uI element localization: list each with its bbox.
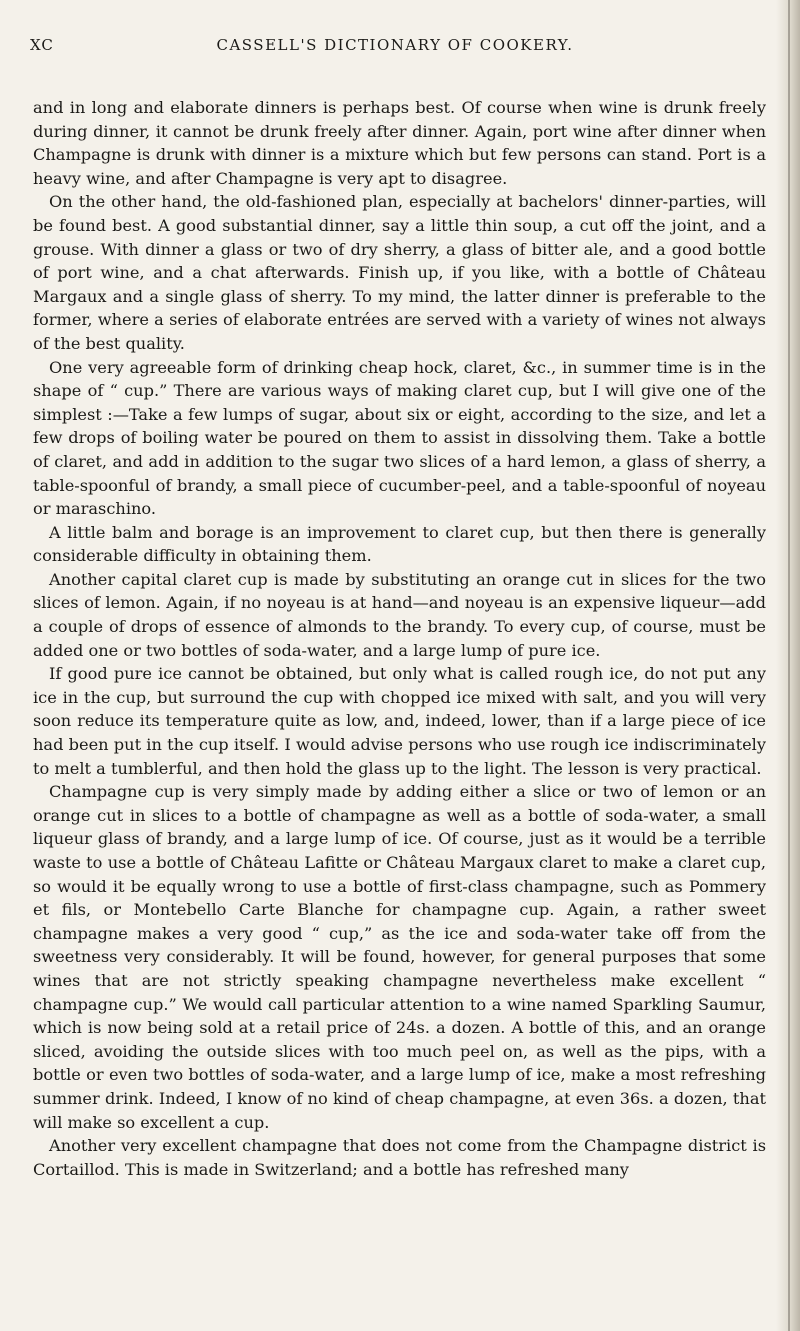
- page-number: XC: [30, 36, 54, 54]
- paragraph-4: A little balm and borage is an improvement to claret cup, but then there is generally considerable difficulty in obtaining them.: [33, 522, 766, 566]
- page-header: [30, 36, 760, 62]
- paragraph-2: On the other hand, the old-fashioned plan, especially at bachelors' dinner-parties, will be found best. A good substantial dinner, say a little thin soup, a cut off the joint, and a grouse. With dinner a glass or two of dry sherry, a glass of bitter ale, and a good bottle of port wine, and a chat afterwards. Finish up, if you like, with a bottle of Château Margaux and a single glass of sherry. To my mind, the latter dinner is preferable to the former, where a series of elaborate entrées are served with a variety of wines not always of the best quality.: [33, 192, 766, 353]
- paragraph-3: One very agreeable form of drinking cheap hock, claret, &c., in summer time is in the shape of “ cup.” There are various ways of making claret cup, but I will give one of the simplest :—Take a few lumps of sugar, about six or eight, according to the size, and let a few drops of boiling water be poured on them to assist in dissolving them. Take a bottle of claret, and add in addition to the sugar two slices of a hard lemon, a glass of sherry, a table-spoonful of brandy, a small piece of cucumber-peel, and a table-spoonful of noyeau or maraschino.: [33, 357, 766, 519]
- page-edge-line: [788, 0, 790, 1331]
- paragraph-8: Another very excellent champagne that does not come from the Champagne district is Cortaillod. This is made in Switzerland; and a bottle has refreshed many: [33, 1136, 766, 1179]
- paragraph-1: and in long and elaborate dinners is perhaps best. Of course when wine is drunk freely during dinner, it cannot be drunk freely after dinner. Again, port wine after dinner when Champagne is drunk with dinner is a mixture which but few persons can stand. Port is a heavy wine, and after Champagne is very apt to disagree.: [33, 98, 766, 188]
- paragraph-7: Champagne cup is very simply made by adding either a slice or two of lemon or an orange cut in slices to a bottle of champagne as well as a bottle of soda-water, a small liqueur glass of brandy, and a large lump of ice. Of course, just as it would be a terrible waste to use a bottle of Château Lafitte or Château Margaux claret to make a claret cup, so would it be equally wrong to use a bottle of first-class champagne, such as Pommery et fils, or Montebello Carte Blanche for champagne cup. Again, a rather sweet champagne makes a very good “ cup,” as the ice and soda-water take off from the sweetness very considerably. It will be found, however, for general purposes that some wines that are not strictly speaking champagne nevertheless make excellent “ champagne cup.” We would call particular attention to a wine named Sparkling Saumur, which is now being sold at a retail price of 24s. a dozen. A bottle of this, and an orange sliced, avoiding the outside slices with too much peel on, as well as the pips, with a bottle or even two bottles of soda-water, and a large lump of ice, make a most refreshing summer drink. Indeed, I know of no kind of cheap champagne, at even 36s. a dozen, that will make so excellent a cup.: [33, 782, 766, 1132]
- paragraph-5: Another capital claret cup is made by substituting an orange cut in slices for the two slices of lemon. Again, if no noyeau is at hand—and noyeau is an expensive liqueur—add a couple of drops of essence of almonds to the brandy. To every cup, of course, must be added one or two bottles of soda-water, and a large lump of pure ice.: [33, 569, 766, 660]
- running-title: CASSELL'S DICTIONARY OF COOKERY.: [216, 36, 574, 54]
- paragraph-6: If good pure ice cannot be obtained, but only what is called rough ice, do not put any ice in the cup, but surround the cup with chopped ice mixed with salt, and you will very soon reduce its temperature quite as low, and, indeed, lower, than if a large piece of ice had been put in the cup itself. I would advise persons who use rough ice indiscriminately to melt a tumblerful, and then hold the glass up to the light. The lesson is very practical.: [33, 664, 766, 778]
- body-text: [33, 96, 766, 1181]
